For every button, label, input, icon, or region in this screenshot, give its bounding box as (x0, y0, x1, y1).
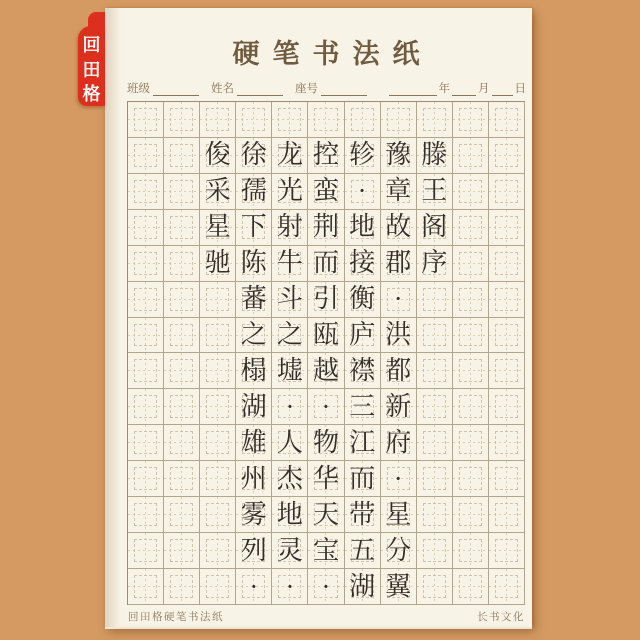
field-date (388, 80, 528, 96)
grid-cell (345, 389, 381, 425)
grid-cell (128, 569, 164, 605)
footer-right-text: 长书文化 (477, 612, 525, 623)
grid-cell (272, 389, 308, 425)
field-seat-number-label: 座号 (295, 83, 318, 95)
grid-cell (164, 389, 200, 425)
grid-cell (128, 174, 164, 210)
grid-cell (345, 533, 381, 569)
handwriting-char: 州 (240, 463, 267, 493)
handwriting-char: 控 (312, 140, 339, 170)
grid-cell (453, 282, 489, 318)
grid-cell (381, 246, 417, 282)
grid-cell (489, 138, 525, 174)
grid-cell (200, 425, 236, 461)
grid-cell (308, 569, 344, 605)
handwriting-char: 而 (312, 248, 339, 278)
grid-cell (489, 210, 525, 246)
handwriting-char: 故 (385, 212, 412, 242)
grid-cell (489, 497, 525, 533)
field-seat-number-blank-line (321, 82, 367, 96)
grid-cell (453, 210, 489, 246)
paper-footer-row (128, 609, 525, 624)
handwriting-char: · (357, 176, 367, 206)
grid-cell (489, 425, 525, 461)
grid-cell (236, 497, 272, 533)
handwriting-char: 都 (385, 355, 412, 385)
handwriting-char: 地 (349, 212, 376, 242)
handwriting-char: · (321, 391, 331, 421)
date-month-label: 月 (478, 83, 490, 95)
grid-cell (489, 389, 525, 425)
grid-cell (417, 138, 453, 174)
grid-cell (128, 353, 164, 389)
grid-cell (200, 102, 236, 138)
handwriting-char: 而 (349, 463, 376, 493)
handwriting-char: 射 (276, 212, 303, 242)
grid-cell (272, 497, 308, 533)
handwriting-char: 越 (312, 355, 339, 385)
grid-cell (236, 246, 272, 282)
grid-cell (236, 389, 272, 425)
handwriting-char: 衡 (349, 284, 376, 314)
handwriting-char: · (285, 391, 295, 421)
handwriting-char: 序 (421, 248, 448, 278)
date-month-blank-line (452, 82, 476, 96)
bookmark-char: 格 (82, 84, 101, 104)
handwriting-char: 墟 (276, 355, 303, 385)
handwriting-char: 襟 (349, 355, 376, 385)
grid-cell (417, 425, 453, 461)
grid-cell (128, 246, 164, 282)
field-class-blank-line (153, 82, 199, 96)
grid-cell (345, 425, 381, 461)
grid-cell (164, 210, 200, 246)
practice-grid (127, 101, 525, 605)
grid-cell (489, 461, 525, 497)
handwriting-char: 五 (349, 535, 376, 565)
grid-cell (236, 461, 272, 497)
grid-cell (308, 389, 344, 425)
handwriting-char: 星 (204, 212, 231, 242)
grid-cell (164, 318, 200, 354)
grid-cell (272, 533, 308, 569)
handwriting-char: 杰 (276, 463, 303, 493)
grid-cell (164, 461, 200, 497)
handwriting-char: 府 (385, 427, 412, 457)
handwriting-char: 阁 (421, 212, 448, 242)
grid-cell (381, 533, 417, 569)
handwriting-char: 下 (240, 212, 267, 242)
grid-cell (308, 353, 344, 389)
grid-cell (417, 174, 453, 210)
grid-cell (128, 210, 164, 246)
grid-cell (128, 318, 164, 354)
handwriting-char: 龙 (276, 140, 303, 170)
handwriting-char: · (285, 571, 295, 601)
handwriting-char: 天 (312, 499, 339, 529)
handwriting-char: 滕 (421, 140, 448, 170)
date-year-label: 年 (438, 83, 450, 95)
grid-cell (417, 282, 453, 318)
handwriting-char: · (321, 571, 331, 601)
grid-cell (272, 461, 308, 497)
grid-cell (164, 533, 200, 569)
grid-cell (164, 497, 200, 533)
handwriting-char: 俊 (204, 140, 231, 170)
handwriting-char: 星 (385, 499, 412, 529)
handwriting-char: 湖 (240, 391, 267, 421)
handwriting-char: 孺 (240, 176, 267, 206)
grid-cell (345, 569, 381, 605)
grid-cell (200, 318, 236, 354)
grid-cell (164, 174, 200, 210)
grid-cell (345, 282, 381, 318)
grid-cell (489, 174, 525, 210)
grid-cell (164, 282, 200, 318)
handwriting-char: 雾 (240, 499, 267, 529)
grid-cell (308, 210, 344, 246)
field-seat-number (295, 80, 367, 96)
grid-cell (164, 246, 200, 282)
grid-cell (381, 102, 417, 138)
grid-cell (453, 497, 489, 533)
handwriting-char: 牛 (276, 248, 303, 278)
grid-cell (381, 461, 417, 497)
bookmark-tab-label (78, 34, 105, 106)
grid-cell (453, 318, 489, 354)
handwriting-char: · (393, 284, 403, 314)
handwriting-char: 之 (276, 320, 303, 350)
handwriting-char: 驰 (204, 248, 231, 278)
grid-cell (453, 138, 489, 174)
handwriting-char: 轸 (349, 140, 376, 170)
bookmark-char: 回 (82, 35, 101, 55)
grid-cell (417, 353, 453, 389)
grid-cell (417, 102, 453, 138)
grid-cell (236, 174, 272, 210)
grid-cell (381, 569, 417, 605)
grid-cell (308, 174, 344, 210)
grid-cell (272, 246, 308, 282)
grid-cell (272, 569, 308, 605)
handwriting-char: 郡 (385, 248, 412, 278)
grid-cell (164, 425, 200, 461)
grid-cell (164, 353, 200, 389)
grid-cell (453, 246, 489, 282)
grid-cell (417, 246, 453, 282)
grid-cell (200, 174, 236, 210)
grid-cell (236, 569, 272, 605)
grid-cell (200, 246, 236, 282)
footer-left-text: 回田格硬笔书法纸 (128, 612, 224, 623)
grid-cell (200, 389, 236, 425)
grid-cell (417, 533, 453, 569)
grid-cell (128, 497, 164, 533)
handwriting-char: 蕃 (240, 284, 267, 314)
grid-cell (345, 497, 381, 533)
handwriting-char: 斗 (276, 284, 303, 314)
grid-cell (272, 353, 308, 389)
paper-header-row (127, 77, 527, 96)
grid-cell (200, 353, 236, 389)
grid-cell (308, 497, 344, 533)
grid-cell (164, 138, 200, 174)
grid-cell (128, 102, 164, 138)
grid-cell (200, 533, 236, 569)
grid-cell (200, 210, 236, 246)
grid-cell (417, 461, 453, 497)
grid-cell (381, 174, 417, 210)
grid-cell (308, 533, 344, 569)
grid-cell (345, 318, 381, 354)
paper-title: 硬笔书法纸 (232, 39, 433, 69)
grid-cell (453, 174, 489, 210)
grid-cell (128, 461, 164, 497)
grid-cell (345, 210, 381, 246)
grid-cell (345, 138, 381, 174)
grid-cell (200, 461, 236, 497)
grid-cell (272, 174, 308, 210)
date-day-blank-line (492, 82, 513, 96)
handwriting-char: 三 (349, 391, 376, 421)
handwriting-char: 雄 (240, 427, 267, 457)
handwriting-char: 地 (276, 499, 303, 529)
handwriting-char: 庐 (349, 320, 376, 350)
grid-cell (345, 102, 381, 138)
grid-cell (272, 282, 308, 318)
grid-cell (128, 389, 164, 425)
grid-cell (128, 533, 164, 569)
grid-cell (308, 461, 344, 497)
grid-cell (345, 174, 381, 210)
grid-cell (164, 102, 200, 138)
handwriting-char: 宝 (312, 535, 339, 565)
grid-cell (417, 318, 453, 354)
grid-cell (345, 246, 381, 282)
grid-cell (489, 102, 525, 138)
grid-cell (308, 425, 344, 461)
handwriting-char: 江 (349, 427, 376, 457)
date-day-label: 日 (514, 83, 526, 95)
grid-cell (308, 246, 344, 282)
grid-cell (417, 569, 453, 605)
grid-cell (308, 318, 344, 354)
grid-cell (308, 102, 344, 138)
grid-cell (308, 282, 344, 318)
handwriting-char: 新 (385, 391, 412, 421)
handwriting-char: 瓯 (312, 320, 339, 350)
grid-cell (417, 497, 453, 533)
grid-cell (272, 138, 308, 174)
grid-cell (417, 389, 453, 425)
grid-cell (417, 210, 453, 246)
handwriting-char: 翼 (385, 571, 412, 601)
grid-cell (489, 533, 525, 569)
handwriting-char: 荆 (312, 212, 339, 242)
field-name (211, 80, 283, 96)
grid-cell (381, 425, 417, 461)
grid-cell (128, 138, 164, 174)
field-class (127, 80, 199, 96)
handwriting-char: 华 (312, 463, 339, 493)
grid-cell (381, 282, 417, 318)
grid-cell (164, 569, 200, 605)
field-name-blank-line (237, 82, 283, 96)
grid-cell (200, 282, 236, 318)
handwriting-char: 物 (312, 427, 339, 457)
field-name-label: 姓名 (211, 83, 234, 95)
handwriting-char: 采 (204, 176, 231, 206)
grid-cell (272, 318, 308, 354)
handwriting-char: 灵 (276, 535, 303, 565)
handwriting-char: 光 (276, 176, 303, 206)
grid-cell (236, 102, 272, 138)
grid-cell (236, 318, 272, 354)
grid-cell (236, 353, 272, 389)
grid-cell (453, 425, 489, 461)
grid-cell (453, 533, 489, 569)
handwriting-char: 榻 (240, 355, 267, 385)
grid-cell (453, 353, 489, 389)
grid-cell (381, 210, 417, 246)
grid-cell (128, 425, 164, 461)
calligraphy-paper-sheet (105, 8, 532, 627)
grid-cell (489, 569, 525, 605)
grid-cell (200, 138, 236, 174)
handwriting-char: 王 (421, 176, 448, 206)
handwriting-char: 陈 (240, 248, 267, 278)
handwriting-char: 引 (312, 284, 339, 314)
grid-cell (381, 318, 417, 354)
handwriting-char: 徐 (240, 140, 267, 170)
grid-cell (453, 569, 489, 605)
grid-cell (453, 102, 489, 138)
handwriting-char: 蛮 (312, 176, 339, 206)
handwriting-char: 湖 (349, 571, 376, 601)
grid-cell (381, 138, 417, 174)
grid-cell (453, 389, 489, 425)
grid-cell (272, 425, 308, 461)
handwriting-char: · (393, 463, 403, 493)
grid-cell (489, 318, 525, 354)
grid-cell (236, 138, 272, 174)
bookmark-tab-stem (88, 12, 105, 34)
handwriting-char: 分 (385, 535, 412, 565)
handwriting-char: 列 (240, 535, 267, 565)
handwriting-char: 洪 (385, 320, 412, 350)
grid-cell (489, 353, 525, 389)
grid-cell (345, 461, 381, 497)
grid-cell (236, 425, 272, 461)
handwriting-char: 豫 (385, 140, 412, 170)
grid-cell (272, 102, 308, 138)
grid-cell (345, 353, 381, 389)
grid-cell (381, 389, 417, 425)
handwriting-char: 章 (385, 176, 412, 206)
date-year-blank-line (389, 82, 437, 96)
grid-cell (489, 246, 525, 282)
handwriting-char: · (249, 571, 259, 601)
handwriting-char: 人 (276, 427, 303, 457)
grid-cell (381, 497, 417, 533)
handwriting-char: 带 (349, 499, 376, 529)
grid-cell (236, 282, 272, 318)
grid-cell (272, 210, 308, 246)
grid-cell (200, 497, 236, 533)
handwriting-char: 之 (240, 320, 267, 350)
grid-cell (381, 353, 417, 389)
handwriting-char: 接 (349, 248, 376, 278)
bookmark-char: 田 (82, 59, 101, 80)
grid-cell (200, 569, 236, 605)
grid-cell (128, 282, 164, 318)
grid-cell (453, 461, 489, 497)
grid-cell (236, 533, 272, 569)
grid-cell (236, 210, 272, 246)
grid-cell (489, 282, 525, 318)
grid-cell (308, 138, 344, 174)
field-class-label: 班级 (127, 83, 150, 95)
